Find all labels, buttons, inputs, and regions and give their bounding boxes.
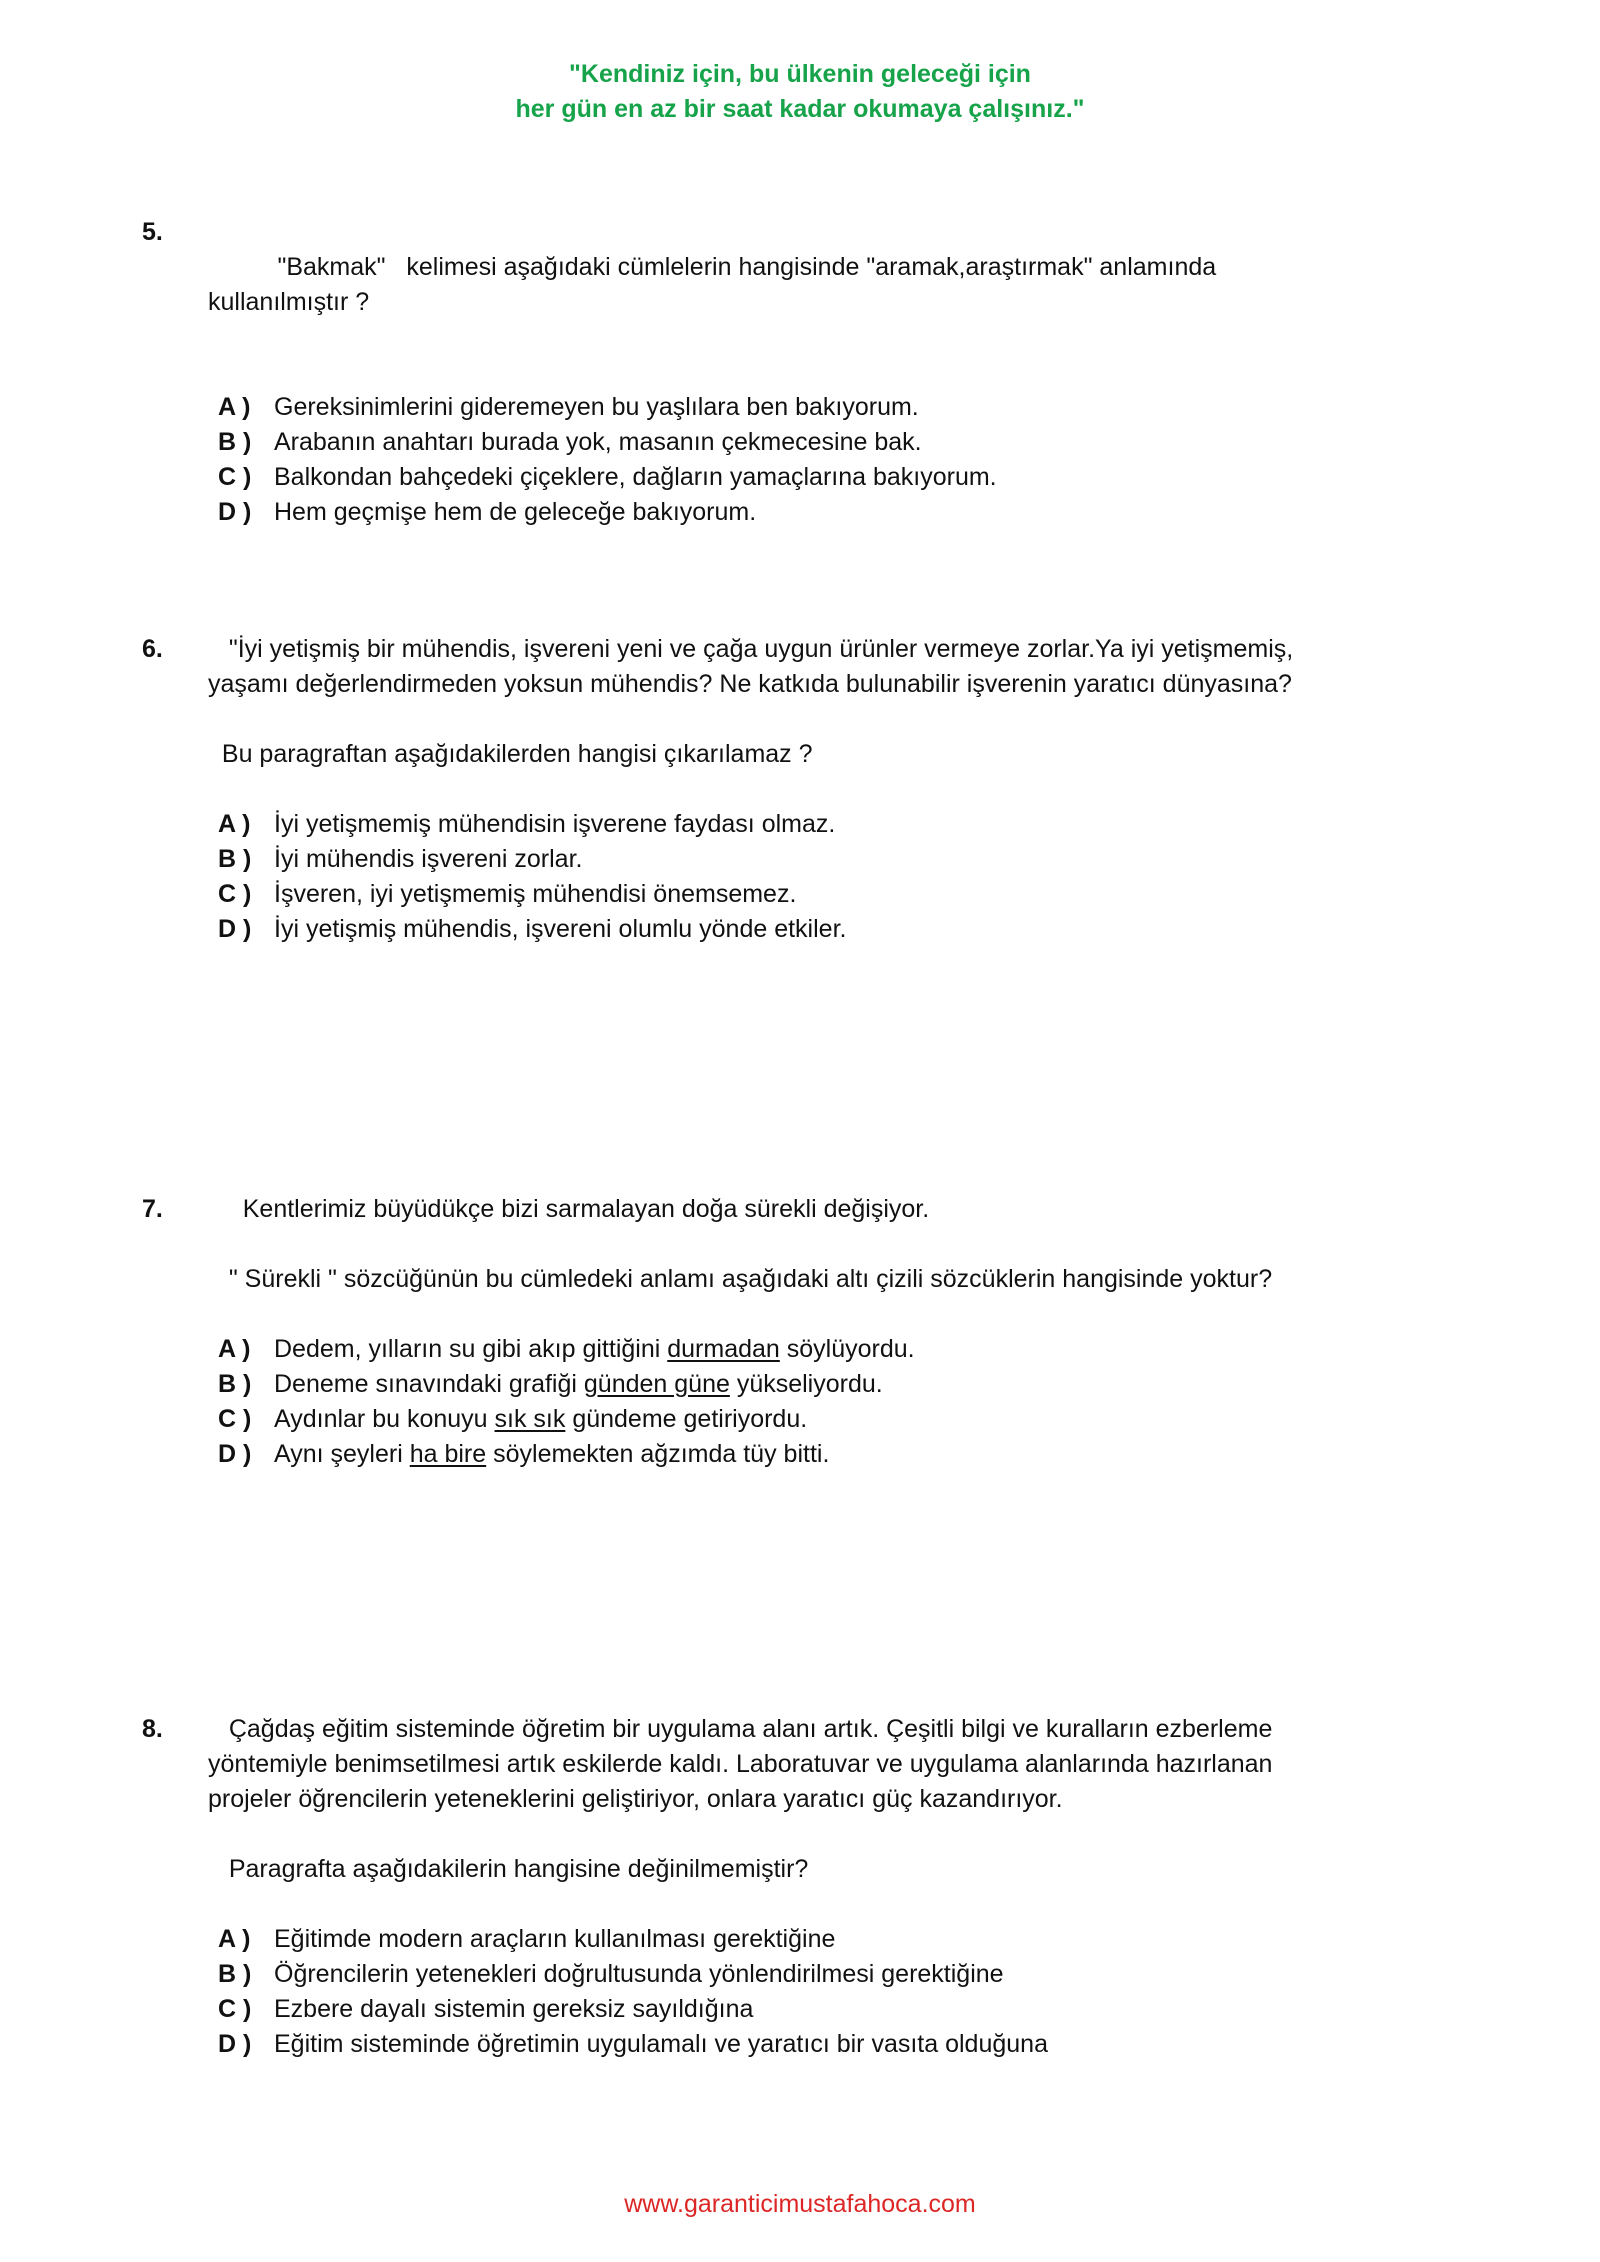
option-letter: A ) xyxy=(218,1925,251,1953)
options-list xyxy=(218,1332,1322,1472)
option-letter: D ) xyxy=(218,1440,252,1468)
option-letter: B ) xyxy=(218,845,252,873)
option-b[interactable] xyxy=(218,425,1322,460)
question-number: 6. xyxy=(142,635,163,663)
option-text: Eğitimde modern araçların kullanılması gerektiğine xyxy=(274,1925,836,1953)
underlined-word: sık sık xyxy=(494,1405,566,1433)
question-number: 8. xyxy=(142,1715,163,1743)
underlined-word: günden güne xyxy=(583,1370,730,1398)
option-text: Deneme sınavındaki grafiği günden güne yükseliyordu. xyxy=(274,1370,883,1398)
option-text: İyi yetişmemiş mühendisin işverene faydası olmaz. xyxy=(274,810,836,838)
option-text: İyi mühendis işvereni zorlar. xyxy=(274,845,583,873)
option-letter: B ) xyxy=(218,428,252,456)
option-text: Dedem, yılların su gibi akıp gittiğini durmadan söylüyordu. xyxy=(274,1335,915,1363)
question-7 xyxy=(142,1192,1322,1472)
option-d[interactable] xyxy=(218,2027,1322,2062)
option-text: Hem geçmişe hem de geleceğe bakıyorum. xyxy=(274,498,757,526)
option-letter: C ) xyxy=(218,1995,252,2023)
option-letter: D ) xyxy=(218,2030,252,2058)
option-b[interactable] xyxy=(218,1957,1322,1992)
option-text: Aynı şeyleri ha bire söylemekten ağzımda tüy bitti. xyxy=(274,1440,830,1468)
option-letter: A ) xyxy=(218,810,251,838)
motto-line-2: her gün en az bir saat kadar okumaya çalışınız." xyxy=(515,95,1085,123)
underlined-word: ha bire xyxy=(409,1440,487,1468)
option-letter: B ) xyxy=(218,1960,252,1988)
option-c[interactable] xyxy=(218,877,1322,912)
question-text xyxy=(142,215,1322,355)
option-text: Balkondan bahçedeki çiçeklere, dağların yamaçlarına bakıyorum. xyxy=(274,463,997,491)
option-text: Arabanın anahtarı burada yok, masanın çekmecesine bak. xyxy=(274,428,922,456)
question-8 xyxy=(142,1712,1322,2062)
question-text: Çağdaş eğitim sisteminde öğretim bir uygulama alanı artık. Çeşitli bilgi ve kuralların ezberleme yöntemiyle benimsetilmesi artık eskilerde kaldı. Laboratuvar ve uygulama alanlarında hazırlanan projeler öğrencilerin yeteneklerini geliştiriyor, onlara yaratıcı güç kazandırıyor. xyxy=(208,1715,1280,1813)
question-number: 5. xyxy=(142,218,163,246)
question-text: "İyi yetişmiş bir mühendis, işvereni yeni ve çağa uygun ürünler vermeye zorlar.Ya iyi yetişmemiş, yaşamı değerlendirmeden yoksun mühendis? Ne katkıda bulunabilir işverenin yaratıcı dünyasına? xyxy=(208,635,1301,698)
option-text: Gereksinimlerini gideremeyen bu yaşlılara ben bakıyorum. xyxy=(274,393,919,421)
option-a[interactable] xyxy=(218,1922,1322,1957)
option-c[interactable] xyxy=(218,1992,1322,2027)
option-letter: C ) xyxy=(218,880,252,908)
option-d[interactable] xyxy=(218,1437,1322,1472)
underlined-word: durmadan xyxy=(667,1335,780,1363)
option-d[interactable] xyxy=(218,912,1322,947)
option-c[interactable] xyxy=(218,1402,1322,1437)
option-a[interactable] xyxy=(218,807,1322,842)
option-text: İşveren, iyi yetişmemiş mühendisi önemsemez. xyxy=(274,880,797,908)
option-d[interactable] xyxy=(218,495,1322,530)
option-text: Öğrencilerin yetenekleri doğrultusunda yönlendirilmesi gerektiğine xyxy=(274,1960,1004,1988)
question-prompt: Bu paragraftan aşağıdakilerden hangisi çıkarılamaz ? xyxy=(208,740,813,768)
option-letter: A ) xyxy=(218,393,251,421)
question-text-content: "Bakmak" kelimesi aşağıdaki cümlelerin hangisinde "aramak,araştırmak" anlamında kullanılmıştır ? xyxy=(208,253,1224,316)
option-letter: C ) xyxy=(218,1405,252,1433)
question-5 xyxy=(142,215,1322,530)
question-prompt: " Sürekli " sözcüğünün bu cümledeki anlamı aşağıdaki altı çizili sözcüklerin hangisinde yoktur? xyxy=(208,1265,1273,1293)
option-c[interactable] xyxy=(218,460,1322,495)
option-text: Eğitim sisteminde öğretimin uygulamalı ve yaratıcı bir vasıta olduğuna xyxy=(274,2030,1048,2058)
question-6 xyxy=(142,632,1322,947)
options-list xyxy=(218,390,1322,530)
option-letter: D ) xyxy=(218,915,252,943)
option-b[interactable] xyxy=(218,1367,1322,1402)
motto-header xyxy=(0,57,1600,127)
question-prompt: Paragrafta aşağıdakilerin hangisine değinilmemiştir? xyxy=(208,1855,809,1883)
option-letter: D ) xyxy=(218,498,252,526)
option-a[interactable] xyxy=(218,1332,1322,1367)
footer-website-link[interactable]: www.garanticimustafahoca.com xyxy=(624,2190,976,2218)
option-b[interactable] xyxy=(218,842,1322,877)
question-number: 7. xyxy=(142,1195,163,1223)
options-list xyxy=(218,1922,1322,2062)
options-list xyxy=(218,807,1322,947)
option-letter: C ) xyxy=(218,463,252,491)
option-letter: B ) xyxy=(218,1370,252,1398)
option-text: Aydınlar bu konuyu sık sık gündeme getiriyordu. xyxy=(274,1405,808,1433)
option-letter: A ) xyxy=(218,1335,251,1363)
option-a[interactable] xyxy=(218,390,1322,425)
motto-line-1: "Kendiniz için, bu ülkenin geleceği için xyxy=(569,60,1031,88)
option-text: İyi yetişmiş mühendis, işvereni olumlu yönde etkiler. xyxy=(274,915,847,943)
question-text: Kentlerimiz büyüdükçe bizi sarmalayan doğa sürekli değişiyor. xyxy=(208,1195,930,1223)
option-text: Ezbere dayalı sistemin gereksiz sayıldığına xyxy=(274,1995,754,2023)
